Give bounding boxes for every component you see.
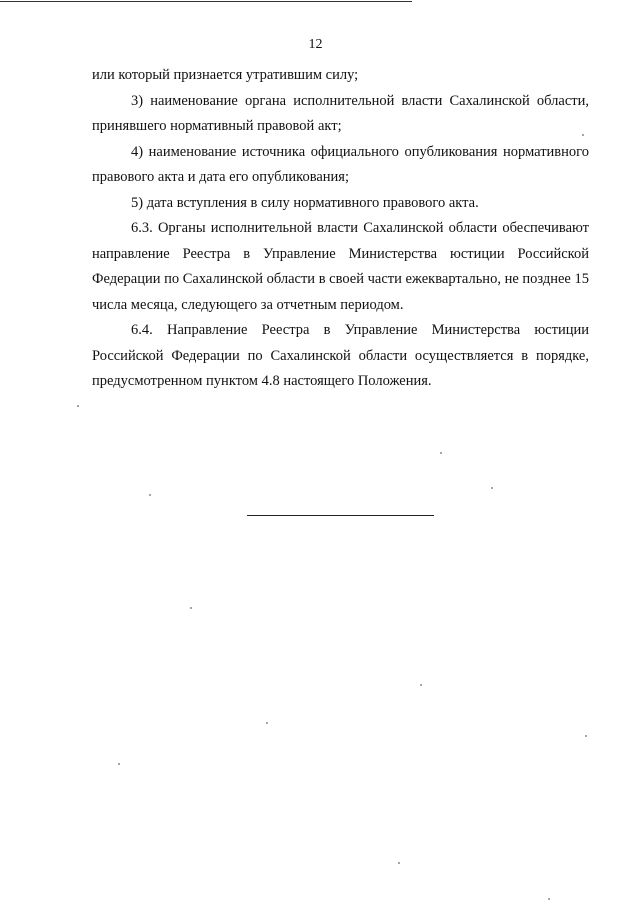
scan-speck (190, 607, 192, 609)
scan-speck (77, 405, 79, 407)
scan-speck (440, 452, 442, 454)
document-body (92, 63, 589, 395)
scan-speck (420, 684, 422, 686)
paragraph-item-4: 4) наименование источника официального опубликования нормативного правового акта и дата его опубликования; (92, 143, 589, 185)
end-of-document-line (247, 515, 434, 516)
scan-speck (398, 862, 400, 864)
scan-speck (118, 763, 120, 765)
scan-speck (582, 134, 584, 136)
paragraph-item-3: 3) наименование органа исполнительной власти Сахалинской области, принявшего нормативный правовой акт; (92, 92, 589, 134)
scan-speck (491, 487, 493, 489)
scan-speck (585, 735, 587, 737)
top-scan-edge-line (0, 1, 412, 2)
scan-speck (548, 898, 550, 900)
scan-speck (266, 722, 268, 724)
page-number: 12 (308, 37, 323, 52)
scan-speck (149, 494, 151, 496)
paragraph-6-3: 6.3. Органы исполнительной власти Сахалинской области обеспечивают направление Реестра в Управление Министерства юстиции Российской Федерации по Сахалинской области в своей части ежеквартально, не позднее 15 числа месяца, следующего за отчетным периодом. (92, 220, 589, 313)
paragraph-6-4: 6.4. Направление Реестра в Управление Министерства юстиции Российской Федерации по Сахалинской области осуществляется в порядке, предусмотренном пунктом 4.8 настоящего Положения. (92, 322, 589, 389)
paragraph-item-5: 5) дата вступления в силу нормативного правового акта. (131, 194, 479, 211)
paragraph-continuation: или который признается утратившим силу; (92, 67, 359, 83)
